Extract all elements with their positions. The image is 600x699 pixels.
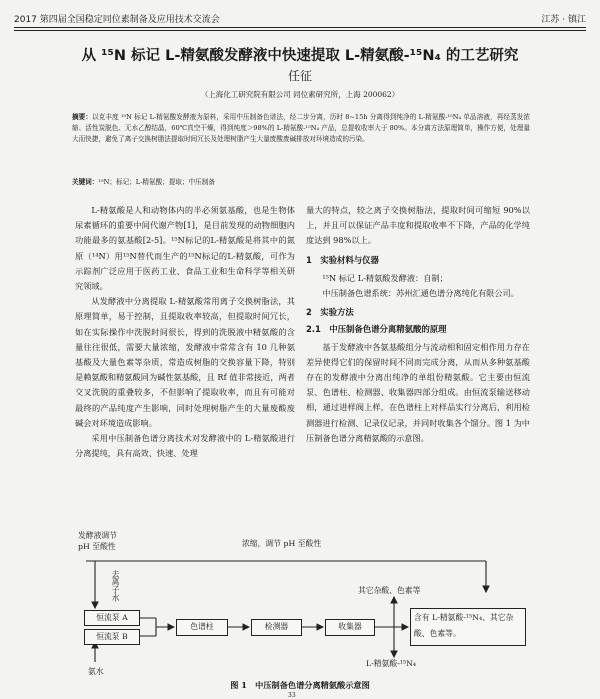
subsection-heading: 2.1 中压制备色谱分离精氨酸的原理 (306, 324, 447, 335)
label-product: L-精氨酸-¹⁵N₄ (366, 659, 417, 668)
keywords-label: 关键词： (72, 178, 99, 186)
diagram-lines (76, 530, 536, 678)
page-number: 33 (288, 692, 296, 699)
header-conference: 2017 第四届全国稳定同位素制备及应用技术交流会 (14, 15, 220, 25)
paragraph: 从发酵液中分离提取 L-精氨酸常用离子交换树脂法，其原理简单，易于控制，且提取收率较高，但提取时间冗长，如在实际操作中洗脱时间很长，得到的洗脱液中精氨酸的含量往往很低，需要大量浓缩，发酵液中常常含有 10 几种氨基酸及大量色素等杂质，常造成树脂的交换容量下降，特别是赖氨酸和精氨酸同为碱性氨基酸，且 Rf 值非常接近，两者交叉洗脱的重叠较多，不但影响了提取收率，而且有可能对最终的产品纯度产生影响，同时处理树脂产生的大量废酸废碱会对环境造成影响。 (75, 296, 295, 428)
author: 任征 (287, 69, 312, 83)
paragraph: L-精氨酸是人和动物体内的半必须氨基酸，也是生物体尿素循环的重要中间代谢产物[1]，是目前发现的动物细胞内功能最多的氨基酸[2-5]。¹⁵N标记的L-精氨酸是将其中的氮原（¹⁴N）用¹⁵N替代而生产的¹⁵N标记的L-精氨酸，可作为示踪剂广泛应用于医药工业、食品工业和生命科学等相关研究领域。 (75, 205, 295, 292)
section-heading: 1 实验材料与仪器 (306, 254, 379, 265)
abstract (72, 112, 530, 146)
running-header (14, 10, 586, 26)
collector-box: 收集器 (325, 619, 375, 636)
flow-diagram (76, 530, 536, 678)
label-ferment: 发酵液调节 (78, 531, 117, 540)
left-column (75, 203, 295, 461)
product-mixture-box: 含有 L-精氨酸-¹⁵N₄、其它杂酸、色素等。 (410, 608, 526, 646)
keywords-text: ¹⁵N；标记；L-精氨酸；提取；中压制备 (98, 178, 215, 186)
label-ammonia: 氨水 (88, 667, 104, 676)
label-impurities: 其它杂酸、色素等 (358, 586, 421, 595)
header-rule-thin (14, 30, 586, 31)
paragraph: 量大的特点，较之离子交换树脂法，提取时间可缩短 90%以上，并且可以保证产品丰度和提取收率不下降，产品的化学纯度达到 98%以上。 (306, 205, 530, 246)
label-ph: pH 至酸性 (78, 542, 116, 551)
label-water: 去离子水 (111, 570, 120, 602)
detector-box: 检测器 (251, 619, 302, 636)
affiliation: （上海化工研究院有限公司 同位素研究所，上海 200062） (200, 90, 400, 99)
pump-a-box: 恒流泵 A (84, 610, 140, 626)
pump-b-box: 恒流泵 B (84, 629, 140, 645)
abstract-label: 摘要： (72, 113, 93, 121)
header-location: 江苏 · 镇江 (541, 15, 586, 25)
paragraph: 采用中压制备色谱分离技术对发酵液中的 L-精氨酸进行分离提纯，具有高效、快速、处理 (75, 433, 295, 459)
keywords (72, 177, 530, 188)
paragraph: ¹⁵N 标记 L-精氨酸发酵液：自制； (322, 272, 448, 283)
figure-caption: 图 1 中压制备色谱分离精氨酸示意图 (230, 680, 370, 690)
column-box: 色谱柱 (176, 619, 228, 636)
label-concentrate: 浓缩，调节 pH 至酸性 (242, 539, 322, 548)
right-column (306, 203, 530, 446)
paragraph: 基于发酵液中各氨基酸组分与流动相和固定相作用力存在差异使得它们的保留时间不同而完成分离，从而从多种氨基酸存在的发酵液中分离出纯净的单组份精氨酸。它主要由恒流泵、色谱柱、检测器、收集器四部分组成。由恒流泵输送移动相，通过进样阀上样，在色谱柱上对样品实行分离后，利用检测器进行检测、记录仪记录，并同时收集各个馏分。图 1 为中压制备色谱分离精氨酸的示意图。 (306, 341, 530, 443)
section-heading: 2 实验方法 (306, 307, 354, 318)
paper-title: 从 ¹⁵N 标记 L-精氨酸发酵液中快速提取 L-精氨酸-¹⁵N₄ 的工艺研究 (81, 48, 519, 64)
abstract-text: 以克丰度 ¹⁵N 标记 L-精氨酸发酵液为原料，采用中压制备色谱法，经二步分离，历时 8~15h 分离得到纯净的 L-精氨酸-¹⁵N₄ 单品溶液，再经蒸发浓缩、活性炭脱色、无水乙醇结晶，60℃真空干燥，得到纯度＞98%的 L-精氨酸-¹⁵N₄ 产品，总提收收率大于 80%。本分离方法原理简单，操作方便，处理量大而快捷，避免了离子交换树脂法提取时间冗长及处理树脂产生大量废酸废碱排放对环境造成的污染。 (72, 113, 530, 144)
header-rule (14, 27, 586, 28)
paragraph: 中压制备色谱系统：苏州汇通色谱分离纯化有限公司。 (322, 288, 519, 299)
